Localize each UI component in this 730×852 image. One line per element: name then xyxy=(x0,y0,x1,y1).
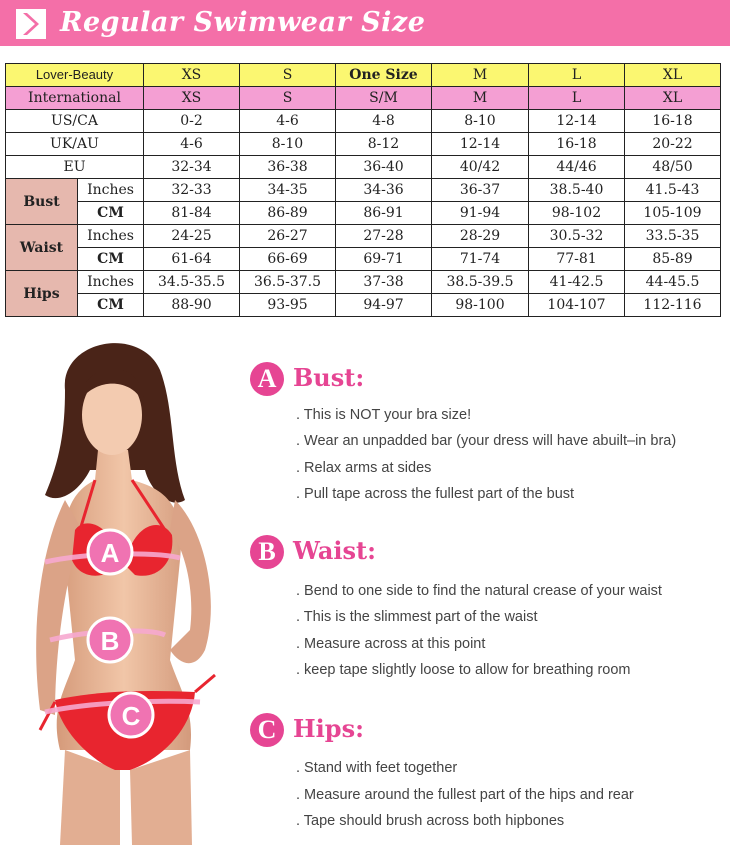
table-cell: 24-25 xyxy=(144,225,240,248)
table-cell: 66-69 xyxy=(240,248,336,271)
table-cell: L xyxy=(529,87,625,110)
list-item: . Stand with feet together xyxy=(296,760,458,776)
marker-a-label: A xyxy=(100,538,120,568)
table-cell: 69-71 xyxy=(336,248,432,271)
list-item: . Measure across at this point xyxy=(296,636,486,652)
table-cell: 34.5-35.5 xyxy=(144,271,240,294)
table-cell: 36-40 xyxy=(336,156,432,179)
international-row xyxy=(6,87,721,110)
group-label-bust: Bust xyxy=(6,179,78,225)
list-item: . Pull tape across the fullest part of the bust xyxy=(296,486,575,502)
table-row xyxy=(6,133,721,156)
list-item: . Bend to one side to find the natural crease of your waist xyxy=(296,583,662,599)
list-item: . Measure around the fullest part of the hips and rear xyxy=(296,787,634,803)
table-cell: 20-22 xyxy=(625,133,721,156)
section-title-hips: Hips: xyxy=(293,714,364,743)
table-row xyxy=(6,156,721,179)
marker-b xyxy=(88,618,132,662)
unit-label: CM xyxy=(78,294,144,317)
unit-label: CM xyxy=(78,202,144,225)
table-cell: 36-37 xyxy=(432,179,529,202)
size-header: XL xyxy=(625,64,721,87)
marker-c-label: C xyxy=(121,701,141,731)
list-item: . keep tape slightly loose to allow for breathing room xyxy=(296,662,631,678)
size-chart-table xyxy=(5,63,721,317)
table-cell: 12-14 xyxy=(529,110,625,133)
table-cell: 27-28 xyxy=(336,225,432,248)
size-header: S xyxy=(240,64,336,87)
table-cell: 34-35 xyxy=(240,179,336,202)
table-cell: 4-6 xyxy=(144,133,240,156)
table-cell: 8-12 xyxy=(336,133,432,156)
marker-b-label: B xyxy=(100,626,120,656)
table-cell: 44/46 xyxy=(529,156,625,179)
badge-a: A xyxy=(250,362,284,396)
section-title-waist: Waist: xyxy=(293,536,376,565)
international-label: International xyxy=(6,87,144,110)
page-title: Regular Swimwear Size xyxy=(60,7,426,38)
table-row xyxy=(6,110,721,133)
table-cell: 33.5-35 xyxy=(625,225,721,248)
table-cell: 16-18 xyxy=(625,110,721,133)
table-cell: 34-36 xyxy=(336,179,432,202)
table-cell: 30.5-32 xyxy=(529,225,625,248)
table-row xyxy=(6,225,721,248)
table-cell: S xyxy=(240,87,336,110)
group-label-waist: Waist xyxy=(6,225,78,271)
table-cell: 98-100 xyxy=(432,294,529,317)
table-cell: 16-18 xyxy=(529,133,625,156)
list-item: . This is the slimmest part of the waist xyxy=(296,609,538,625)
group-label-hips: Hips xyxy=(6,271,78,317)
chevron-right-icon xyxy=(16,9,46,39)
table-cell: 85-89 xyxy=(625,248,721,271)
table-row xyxy=(6,202,721,225)
list-item: . This is NOT your bra size! xyxy=(296,407,472,423)
unit-label: Inches xyxy=(78,179,144,202)
row-label: EU xyxy=(6,156,144,179)
table-cell: 8-10 xyxy=(432,110,529,133)
table-cell: 4-6 xyxy=(240,110,336,133)
table-cell: 41.5-43 xyxy=(625,179,721,202)
table-cell: 40/42 xyxy=(432,156,529,179)
size-header: One Size xyxy=(336,64,432,87)
table-row xyxy=(6,179,721,202)
table-cell: 61-64 xyxy=(144,248,240,271)
table-cell: XS xyxy=(144,87,240,110)
table-cell: 26-27 xyxy=(240,225,336,248)
table-cell: 81-84 xyxy=(144,202,240,225)
size-header: L xyxy=(529,64,625,87)
row-label: US/CA xyxy=(6,110,144,133)
table-cell: 86-91 xyxy=(336,202,432,225)
table-cell: 98-102 xyxy=(529,202,625,225)
table-cell: 105-109 xyxy=(625,202,721,225)
table-cell: XL xyxy=(625,87,721,110)
table-cell: 41-42.5 xyxy=(529,271,625,294)
brand-size-row xyxy=(6,64,721,87)
table-cell: 37-38 xyxy=(336,271,432,294)
table-cell: 93-95 xyxy=(240,294,336,317)
table-cell: 112-116 xyxy=(625,294,721,317)
title-banner xyxy=(0,0,730,46)
brand-label: Lover-Beauty xyxy=(6,64,144,87)
table-cell: S/M xyxy=(336,87,432,110)
table-row xyxy=(6,271,721,294)
table-cell: 77-81 xyxy=(529,248,625,271)
table-row xyxy=(6,248,721,271)
table-cell: 8-10 xyxy=(240,133,336,156)
table-row xyxy=(6,294,721,317)
list-item: . Wear an unpadded bar (your dress will have abuilt–in bra) xyxy=(296,433,677,449)
marker-a xyxy=(88,530,132,574)
section-title-bust: Bust: xyxy=(293,363,365,392)
table-cell: 36.5-37.5 xyxy=(240,271,336,294)
table-cell: 12-14 xyxy=(432,133,529,156)
unit-label: Inches xyxy=(78,271,144,294)
table-cell: 36-38 xyxy=(240,156,336,179)
table-cell: 86-89 xyxy=(240,202,336,225)
table-cell: 28-29 xyxy=(432,225,529,248)
table-cell: 44-45.5 xyxy=(625,271,721,294)
table-cell: 4-8 xyxy=(336,110,432,133)
list-item: . Relax arms at sides xyxy=(296,460,432,476)
row-label: UK/AU xyxy=(6,133,144,156)
table-cell: 0-2 xyxy=(144,110,240,133)
table-cell: 38.5-39.5 xyxy=(432,271,529,294)
badge-b: B xyxy=(250,535,284,569)
table-cell: 32-34 xyxy=(144,156,240,179)
table-cell: 91-94 xyxy=(432,202,529,225)
marker-c xyxy=(109,693,153,737)
size-header: XS xyxy=(144,64,240,87)
unit-label: CM xyxy=(78,248,144,271)
table-cell: 32-33 xyxy=(144,179,240,202)
badge-c: C xyxy=(250,713,284,747)
table-cell: 88-90 xyxy=(144,294,240,317)
size-header: M xyxy=(432,64,529,87)
table-cell: 48/50 xyxy=(625,156,721,179)
table-cell: 38.5-40 xyxy=(529,179,625,202)
list-item: . Tape should brush across both hipbones xyxy=(296,813,565,829)
model-figure xyxy=(20,330,230,845)
table-cell: 104-107 xyxy=(529,294,625,317)
table-cell: 71-74 xyxy=(432,248,529,271)
table-cell: 94-97 xyxy=(336,294,432,317)
table-cell: M xyxy=(432,87,529,110)
unit-label: Inches xyxy=(78,225,144,248)
